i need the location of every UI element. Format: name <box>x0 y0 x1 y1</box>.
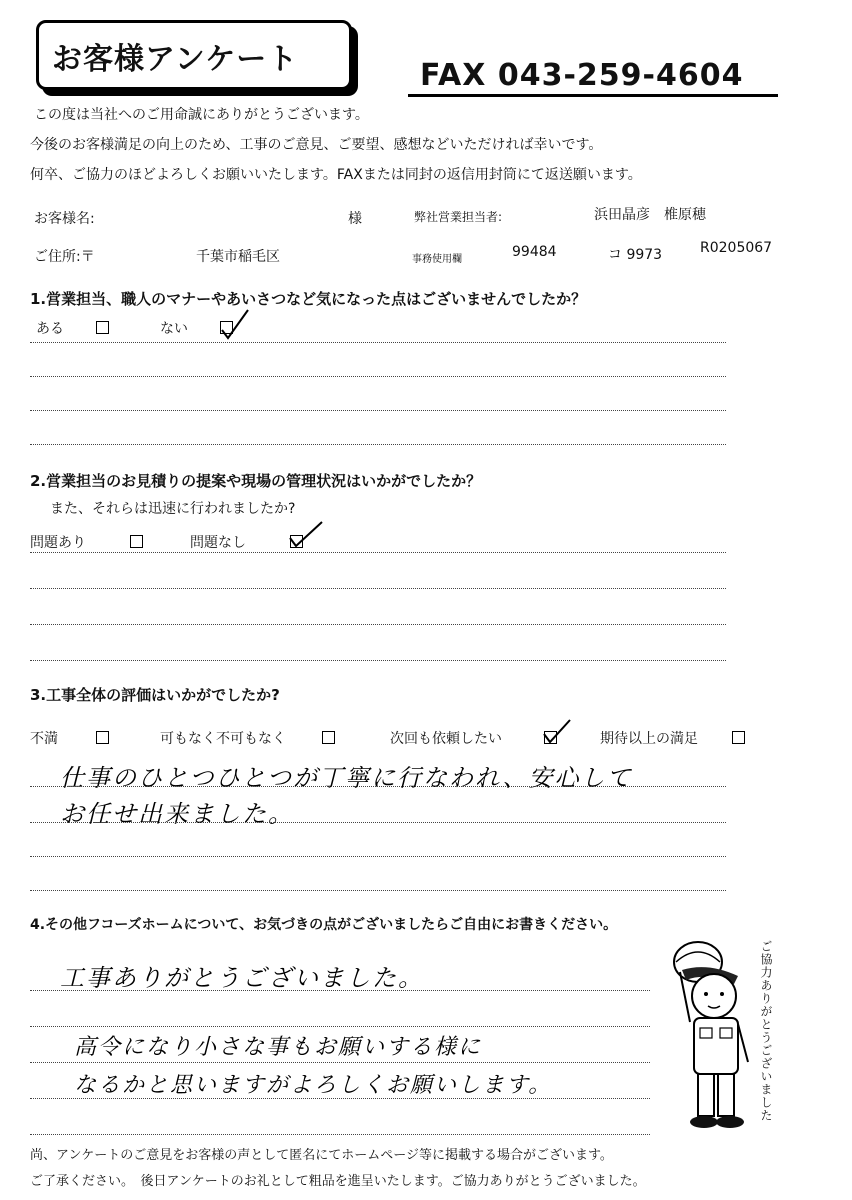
q1-option-nai-label: ない <box>160 321 188 337</box>
office-code-3: R0205067 <box>700 240 773 256</box>
q3-option-fuman-checkbox[interactable] <box>96 731 109 744</box>
q4-answer-line-1: 工事ありがとうございました。 <box>60 964 424 992</box>
q3-line-2 <box>30 822 726 823</box>
customer-name-label: お客様名: <box>34 211 95 227</box>
question-2: 2.営業担当のお見積りの提案や現場の管理状況はいかがでしたか？ <box>30 472 482 490</box>
worker-illustration <box>660 932 760 1132</box>
q4-answer-line-3: なるかと思いますがよろしくお願いします。 <box>74 1073 553 1098</box>
q3-line-4 <box>30 890 726 891</box>
q4-line-3 <box>30 1062 650 1063</box>
q1-line-3 <box>30 410 726 411</box>
q3-option-jikai-label: 次回も依頼したい <box>390 731 502 747</box>
question-1: 1.営業担当、職人のマナーやあいさつなど気になった点はございませんでしたか？ <box>30 290 587 308</box>
fax-underline <box>408 94 778 97</box>
page-title: お客様アンケート <box>52 42 299 77</box>
office-code-2: コ 9973 <box>608 247 663 263</box>
sama-label: 様 <box>348 211 362 227</box>
footer-line-2: ご了承ください。 後日アンケートのお礼として粗品を進呈いたします。ご協力ありがとうございました。 <box>30 1174 646 1189</box>
intro-line-1: この度は当社へのご用命誠にありがとうございます。 <box>34 107 369 123</box>
q2-line-4 <box>30 660 726 661</box>
q3-option-fuman-label: 不満 <box>30 731 58 747</box>
footer-line-1: 尚、アンケートのご意見をお客様の声として匿名にてホームページ等に掲載する場合がございます。 <box>30 1148 613 1163</box>
q2-option-mondai-nashi-label: 問題なし <box>190 535 246 551</box>
q2-option-mondai-ari-checkbox[interactable] <box>130 535 143 548</box>
address-label: ご住所:〒 <box>34 249 95 265</box>
q3-option-kitai-label: 期待以上の満足 <box>600 731 698 747</box>
q3-answer-line-1: 仕事のひとつひとつが丁寧に行なわれ、安心して <box>60 764 633 792</box>
q3-option-kamonaku-label: 可もなく不可もなく <box>160 731 286 747</box>
q1-option-aru-label: ある <box>36 321 64 337</box>
question-2-sub: また、それらは迅速に行われましたか? <box>50 501 296 517</box>
address-value: 千葉市稲毛区 <box>196 249 280 265</box>
side-thank-you: ご協力ありがとうございました <box>759 940 773 1122</box>
fax-number: FAX 043-259-4604 <box>420 58 744 93</box>
q3-line-1 <box>30 786 726 787</box>
staff-label: 弊社営業担当者: <box>414 210 503 224</box>
question-4: 4.その他フコーズホームについて、お気づきの点がございましたらご自由にお書きください。 <box>30 917 618 933</box>
q1-line-2 <box>30 376 726 377</box>
q3-line-3 <box>30 856 726 857</box>
q1-option-aru-checkbox[interactable] <box>96 321 109 334</box>
question-3: 3.工事全体の評価はいかがでしたか? <box>30 686 280 704</box>
office-use-label: 事務使用欄 <box>412 254 462 265</box>
q4-line-1 <box>30 990 650 991</box>
q4-line-4 <box>30 1098 650 1099</box>
office-code-1: 99484 <box>512 244 557 260</box>
q1-line-1 <box>30 342 726 343</box>
q2-line-1 <box>30 552 726 553</box>
q3-answer-line-2: お任せ出来ました。 <box>60 800 294 828</box>
q1-line-4 <box>30 444 726 445</box>
q3-check-mark <box>540 716 574 746</box>
q3-option-kamonaku-checkbox[interactable] <box>322 731 335 744</box>
q4-line-5 <box>30 1134 650 1135</box>
q3-option-kitai-checkbox[interactable] <box>732 731 745 744</box>
staff-names: 浜田晶彦 椎原穂 <box>594 207 706 223</box>
intro-line-3: 何卒、ご協力のほどよろしくお願いいたします。FAXまたは同封の返信用封筒にて返送願います。 <box>30 167 642 183</box>
q2-check-mark <box>286 516 326 552</box>
q4-line-2 <box>30 1026 650 1027</box>
q2-line-2 <box>30 588 726 589</box>
q2-option-mondai-ari-label: 問題あり <box>30 535 86 551</box>
intro-line-2: 今後のお客様満足の向上のため、工事のご意見、ご要望、感想などいただければ幸いです。 <box>30 137 603 153</box>
q4-answer-line-2: 高令になり小さな事もお願いする様に <box>74 1035 483 1060</box>
q1-check-mark <box>216 306 252 342</box>
q2-line-3 <box>30 624 726 625</box>
